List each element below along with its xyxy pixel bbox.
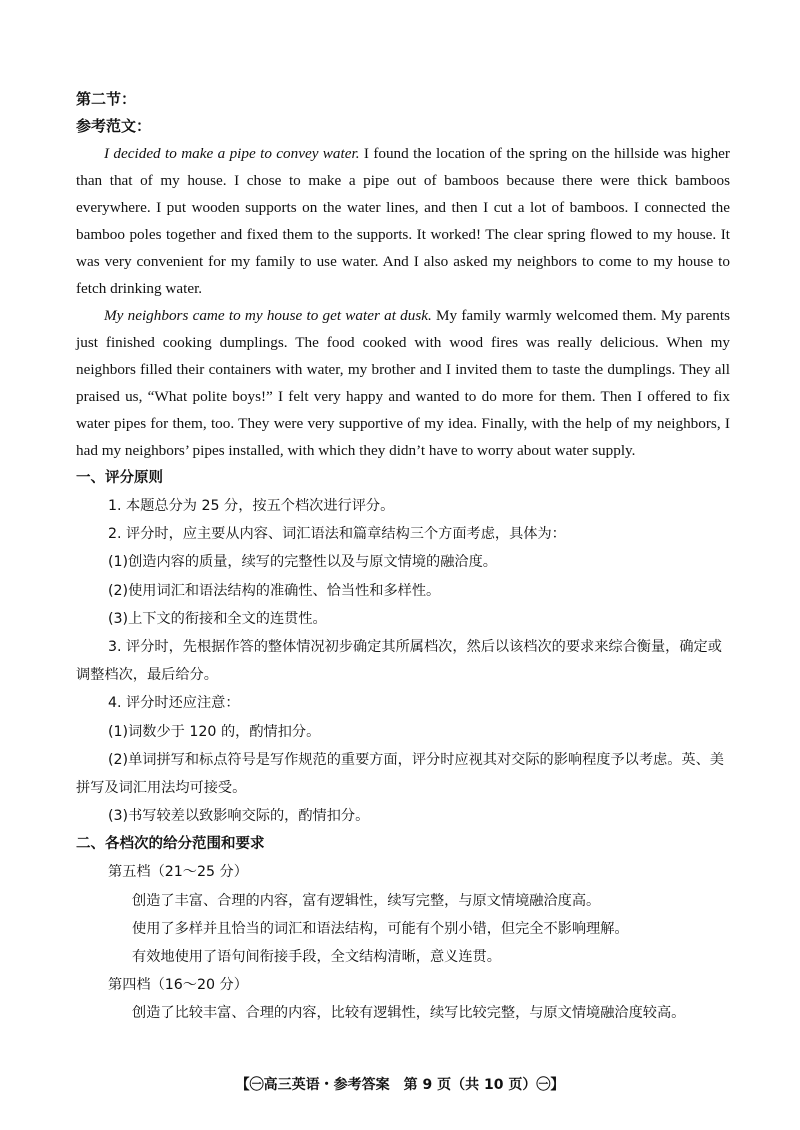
sample-title: 参考范文： bbox=[76, 117, 152, 135]
levels-heading: 二、各档次的给分范围和要求 bbox=[76, 836, 265, 853]
level5-item: 有效地使用了语句间衔接手段，全文结构清晰，意义连贯。 bbox=[132, 949, 501, 966]
level4-item: 创造了比较丰富、合理的内容，比较有逻辑性，续写比较完整，与原文情境融洽度较高。 bbox=[132, 1005, 686, 1022]
essay-p2-body: My family warmly welcomed them. My parents just finished cooking dumplings. The food cooked with wood fires was really delicious. When my neighbors filled their containers with water, my brother and I invited them to taste the dumplings. They all praised us, “What polite boys!” I felt very happy and wanted to do more for them. Then I offered to fix water pipes for them, too. They were very supportive of my idea. Finally, with the help of my neighbors, I had my neighbors’ pipes installed, with which they didn’t have to worry about water supply. bbox=[76, 307, 730, 459]
principle-item: 3. 评分时，先根据作答的整体情况初步确定其所属档次，然后以该档次的要求来综合衡量，确定或调整档次，最后给分。 bbox=[76, 639, 722, 684]
level5-item: 创造了丰富、合理的内容，富有逻辑性，续写完整，与原文情境融洽度高。 bbox=[132, 892, 601, 909]
essay-p1-lead: I decided to make a pipe to convey water. bbox=[104, 145, 360, 162]
essay-paragraph-2 bbox=[76, 302, 730, 464]
principles-heading: 一、评分原则 bbox=[76, 470, 163, 486]
essay-p2-lead: My neighbors came to my house to get water at dusk. bbox=[104, 307, 432, 324]
principle-item: (2)使用词汇和语法结构的准确性、恰当性和多样性。 bbox=[108, 582, 441, 599]
principle-item: 4. 评分时还应注意： bbox=[108, 695, 240, 712]
essay-paragraph-1 bbox=[76, 140, 730, 302]
level5-title: 第五档（21～25 分） bbox=[108, 864, 248, 881]
principle-item: (1)创造内容的质量，续写的完整性以及与原文情境的融洽度。 bbox=[108, 554, 497, 571]
essay-p1-body: I found the location of the spring on the hillside was higher than that of my house. I chose to make a pipe out of bamboos because there were thick bamboos everywhere. I put wooden supports on the water lines, and then I cut a lot of bamboos. I connected the bamboo poles together and fixed them to the supports. It worked! The clear spring flowed to my house. It was very convenient for my family to use water. And I also asked my neighbors to come to my house to fetch drinking water. bbox=[76, 145, 730, 297]
principle-item: (2)单词拼写和标点符号是写作规范的重要方面，评分时应视其对交际的影响程度予以考虑。英、美拼写及词汇用法均可接受。 bbox=[76, 751, 724, 797]
level4-title: 第四档（16～20 分） bbox=[108, 977, 248, 994]
principle-item: 2. 评分时，应主要从内容、词汇语法和篇章结构三个方面考虑，具体为： bbox=[108, 526, 566, 543]
principle-item: (3)上下文的衔接和全文的连贯性。 bbox=[108, 610, 327, 627]
principle-item: (1)词数少于 120 的，酌情扣分。 bbox=[108, 723, 321, 740]
section-title: 第二节： bbox=[76, 90, 137, 108]
principle-item: (3)书写较差以致影响交际的，酌情扣分。 bbox=[108, 808, 370, 825]
level5-item: 使用了多样并且恰当的词汇和语法结构，可能有个别小错，但完全不影响理解。 bbox=[132, 920, 629, 937]
principle-item: 1. 本题总分为 25 分，按五个档次进行评分。 bbox=[108, 498, 395, 514]
page-footer: 【㊀高三英语・参考答案 第 9 页（共 10 页）㊀】 bbox=[235, 1077, 565, 1093]
